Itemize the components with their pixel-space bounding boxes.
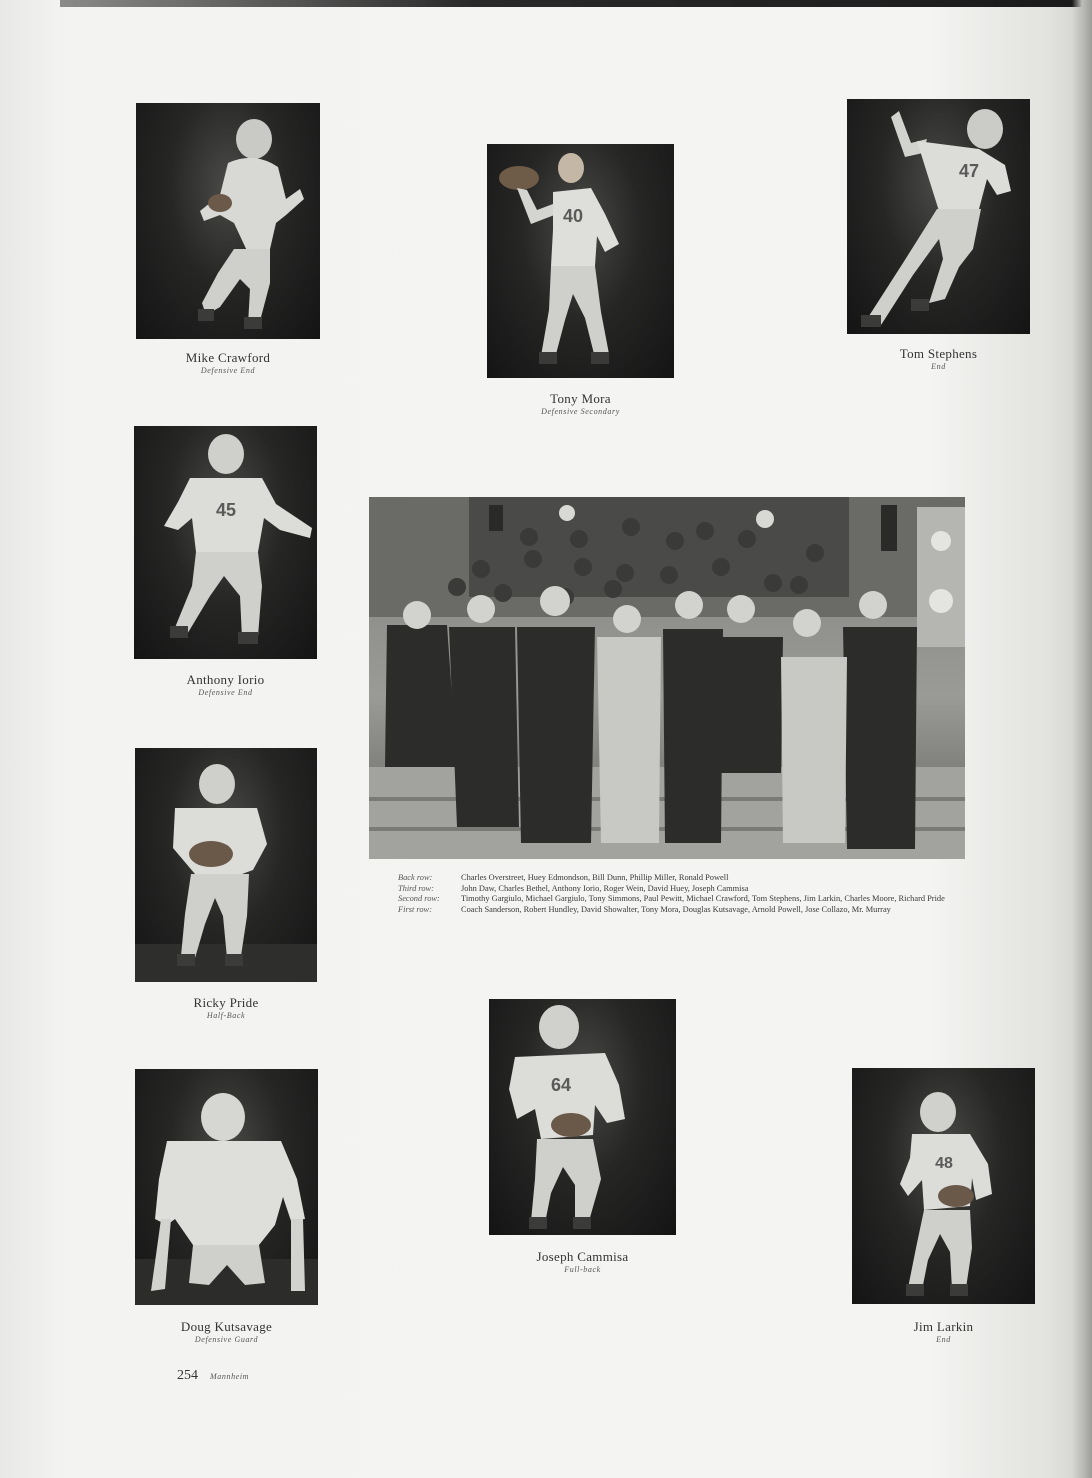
page-number: 254: [177, 1368, 198, 1383]
player-position: Defensive Secondary: [541, 406, 620, 416]
jersey-number: 48: [935, 1155, 953, 1172]
caption-doug-kutsavage: [135, 1320, 318, 1344]
player-position: Defensive End: [198, 687, 253, 697]
player-name: Tony Mora: [550, 391, 611, 406]
player-photo-doug-kutsavage: [135, 1069, 318, 1305]
roster-row-back: [398, 873, 958, 883]
page-top-edge: [60, 0, 1092, 7]
roster-row-names: Coach Sanderson, Robert Hundley, David Showalter, Tony Mora, Douglas Kutsavage, Arnold Powell, Jose Collazo, Mr. Murray: [461, 904, 891, 914]
caption-anthony-iorio: [134, 673, 317, 697]
roster-row-names: Charles Overstreet, Huey Edmondson, Bill Dunn, Phillip Miller, Ronald Powell: [461, 873, 729, 882]
roster-row-label: First row:: [398, 904, 432, 914]
book-title: Mannheim: [210, 1372, 250, 1381]
caption-ricky-pride: [135, 996, 317, 1020]
player-photo-tom-stephens: [847, 99, 1030, 334]
roster-row-third: [398, 884, 958, 894]
roster-row-names: John Daw, Charles Bethel, Anthony Iorio, Roger Wein, David Huey, Joseph Cammisa: [461, 883, 749, 893]
page-footer: [177, 1368, 249, 1384]
player-name: Tom Stephens: [899, 346, 978, 361]
player-photo-ricky-pride: [135, 748, 317, 982]
caption-tony-mora: [487, 392, 674, 416]
player-position: Defensive End: [200, 365, 256, 375]
jersey-number: 45: [215, 500, 237, 520]
player-name: Jim Larkin: [913, 1319, 974, 1334]
page-binding-shadow: [1072, 0, 1092, 1478]
roster-row-label: Third row:: [398, 883, 434, 893]
jersey-number: 40: [562, 206, 584, 226]
caption-joseph-cammisa: [489, 1250, 676, 1274]
caption-tom-stephens: [847, 347, 1030, 371]
player-position: Defensive Guard: [194, 1334, 259, 1344]
player-position: End: [936, 1334, 951, 1344]
player-name: Anthony Iorio: [186, 672, 265, 687]
player-photo-joseph-cammisa: [489, 999, 676, 1235]
player-position: Half-Back: [206, 1010, 246, 1020]
player-photo-tony-mora: [487, 144, 674, 378]
player-photo-anthony-iorio: [134, 426, 317, 659]
jersey-number: 47: [958, 161, 980, 181]
player-photo-mike-crawford: [136, 103, 320, 339]
player-name: Doug Kutsavage: [180, 1319, 273, 1334]
player-position: End: [931, 361, 946, 371]
player-name: Joseph Cammisa: [536, 1249, 629, 1264]
roster-row-first: [398, 905, 958, 915]
player-name: Mike Crawford: [185, 350, 271, 365]
caption-mike-crawford: [136, 351, 320, 375]
team-group-photo: [369, 497, 965, 859]
player-name: Ricky Pride: [193, 995, 259, 1010]
player-photo-jim-larkin: [852, 1068, 1035, 1304]
roster-row-names: Timothy Gargiulo, Michael Gargiulo, Tony Simmons, Paul Pewitt, Michael Crawford, Tom Stephens, Jim Larkin, Charles Moore, Richard Pride: [461, 894, 945, 904]
roster-row-label: Back row:: [398, 873, 433, 882]
player-position: Full-back: [564, 1264, 601, 1274]
caption-jim-larkin: [852, 1320, 1035, 1344]
roster-row-label: Second row:: [398, 894, 440, 904]
roster-row-second: [398, 894, 958, 904]
team-roster-caption: [398, 873, 958, 915]
jersey-number: 64: [550, 1075, 572, 1095]
